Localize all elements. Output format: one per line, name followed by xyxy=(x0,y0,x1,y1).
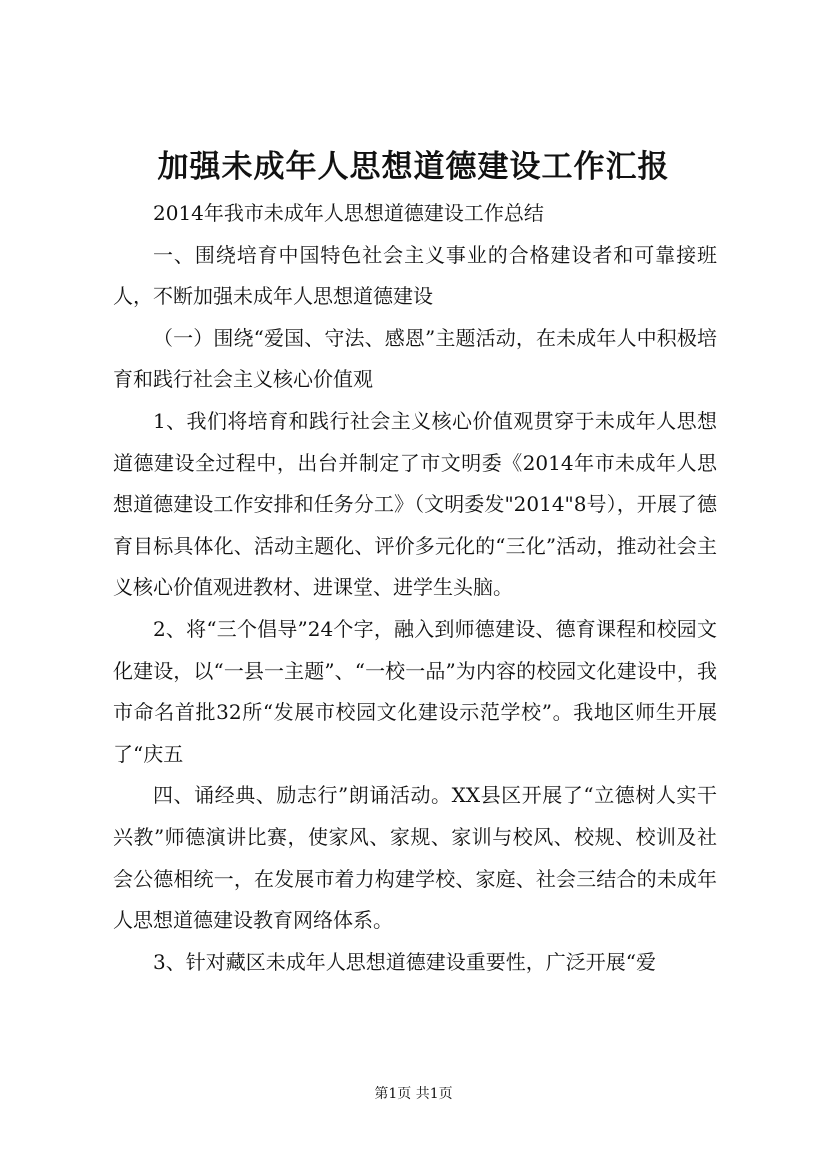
paragraph-item-2-continued: 四、诵经典、励志行”朗诵活动。XX县区开展了“立德树人实干兴教”师德演讲比赛，使家风、家规、家训与校风、校规、校训及社会公德相统一，在发展市着力构建学校、家庭、社会三结合的未成年人思想道德建设教育网络体系。 xyxy=(113,783,717,933)
paragraph-subsection-one: （一）围绕“爱国、守法、感恩”主题活动，在未成年人中积极培育和践行社会主义核心价值观 xyxy=(113,325,717,392)
document-title: 加强未成年人思想道德建设工作汇报 xyxy=(157,149,670,185)
paragraph-section-one: 一、围绕培育中国特色社会主义事业的合格建设者和可靠接班人，不断加强未成年人思想道德建设 xyxy=(113,242,717,309)
paragraph-item-1: 1、我们将培育和践行社会主义核心价值观贯穿于未成年人思想道德建设全过程中，出台并制定了市文明委《2014年市未成年人思想道德建设工作安排和任务分工》（文明委发"2014"8号），开展了德育目标具体化、活动主题化、评价多元化的“三化”活动，推动社会主义核心价值观进教材、进课堂、进学生头脑。 xyxy=(113,408,717,600)
page-number-footer: 第1页 共1页 xyxy=(374,1086,453,1102)
paragraph-item-3: 3、针对藏区未成年人思想道德建设重要性，广泛开展“爱 xyxy=(153,949,656,974)
document-body xyxy=(113,193,717,983)
paragraph-item-2: 2、将“三个倡导”24个字，融入到师德建设、德育课程和校园文化建设，以“一县一主题”、“一校一品”为内容的校园文化建设中，我市命名首批32所“发展市校园文化建设示范学校”。我地区师生开展了“庆五 xyxy=(113,616,717,766)
paragraph-subtitle: 2014年我市未成年人思想道德建设工作总结 xyxy=(153,201,544,225)
